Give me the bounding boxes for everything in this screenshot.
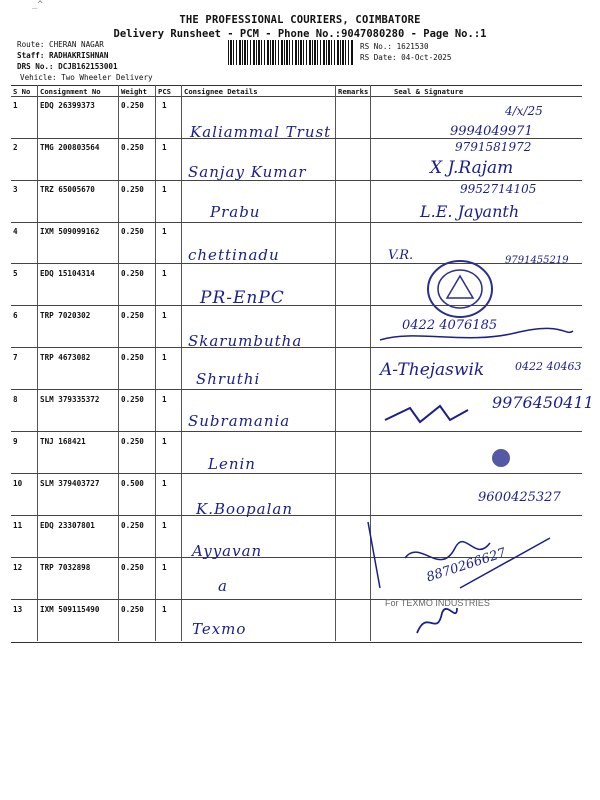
row-consignment-no: EDQ 23307801: [40, 521, 95, 530]
row-divider: [11, 222, 582, 223]
row-signature: A-Thejaswik: [380, 360, 485, 380]
drs-number: DRS No.: DCJB162153001: [17, 62, 118, 71]
row-divider: [11, 599, 582, 600]
row-weight: 0.500: [121, 479, 144, 488]
col-remarks: Remarks: [338, 87, 369, 96]
row-consignment-no: TMG 200803564: [40, 143, 100, 152]
vehicle-label: Vehicle: Two Wheeler Delivery: [20, 73, 153, 82]
row-sno: 5: [13, 269, 18, 278]
row-divider: [11, 515, 582, 516]
row-divider: [11, 389, 582, 390]
row-consignee: Lenin: [208, 455, 256, 473]
row-signature: V.R.: [388, 248, 414, 263]
row-pcs: 1: [162, 437, 167, 446]
row-signature: 8870266627: [424, 545, 509, 586]
row-consignee: chettinadu: [188, 246, 280, 264]
row-pcs: 1: [162, 353, 167, 362]
company-stamp: For TEXMO INDUSTRIES: [385, 598, 490, 608]
row-sno: 8: [13, 395, 18, 404]
signature-scribble: [380, 400, 470, 430]
row-divider: [11, 305, 582, 306]
seal-stamp: [425, 258, 495, 320]
row-consignee: Skarumbutha: [188, 332, 303, 350]
row-consignee: Subramania: [188, 412, 291, 430]
row-consignee: Shruthi: [196, 370, 261, 388]
row-pcs: 1: [162, 143, 167, 152]
row-note: 9976450411: [492, 393, 594, 412]
row-weight: 0.250: [121, 143, 144, 152]
row-sno: 6: [13, 311, 18, 320]
row-consignment-no: EDQ 26399373: [40, 101, 95, 110]
row-pcs: 1: [162, 227, 167, 236]
row-weight: 0.250: [121, 269, 144, 278]
row-sno: 3: [13, 185, 18, 194]
row-note: 9791455219: [505, 255, 569, 266]
row-consignee: Prabu: [210, 203, 261, 221]
row-consignment-no: EDQ 15104314: [40, 269, 95, 278]
row-consignee: Ayyavan: [192, 542, 263, 560]
row-weight: 0.250: [121, 227, 144, 236]
row-sno: 2: [13, 143, 18, 152]
row-sno: 7: [13, 353, 18, 362]
col-sno: S No: [13, 87, 31, 96]
signature-scribble: [412, 598, 462, 640]
row-pcs: 1: [162, 395, 167, 404]
row-consignee: Kaliammal Trust: [190, 123, 332, 141]
row-pcs: 1: [162, 563, 167, 572]
row-weight: 0.250: [121, 563, 144, 572]
row-pcs: 1: [162, 101, 167, 110]
row-consignment-no: TNJ 168421: [40, 437, 86, 446]
row-pcs: 1: [162, 269, 167, 278]
row-weight: 0.250: [121, 521, 144, 530]
row-consignee: Sanjay Kumar: [188, 163, 307, 181]
row-sno: 10: [13, 479, 23, 488]
row-weight: 0.250: [121, 101, 144, 110]
row-pcs: 1: [162, 311, 167, 320]
signature-scribble: [360, 518, 560, 593]
row-sno: 13: [13, 605, 23, 614]
row-divider: [11, 263, 582, 264]
row-consignment-no: SLM 379335372: [40, 395, 100, 404]
row-sno: 11: [13, 521, 23, 530]
signature-scribble: [375, 325, 575, 347]
barcode: [228, 40, 353, 65]
row-note: 4/x/25: [505, 104, 543, 118]
staff-label: Staff: RADHAKRISHNAN: [17, 51, 109, 60]
rs-date: RS Date: 04-Oct-2025: [360, 53, 452, 62]
row-consignee: K.Boopalan: [196, 500, 294, 518]
row-sno: 4: [13, 227, 18, 236]
row-weight: 0.250: [121, 185, 144, 194]
col-seal-signature: Seal & Signature: [394, 87, 464, 96]
row-signature: L.E. Jayanth: [420, 202, 520, 221]
row-consignment-no: TRZ 65005670: [40, 185, 95, 194]
row-note: 9791581972: [455, 140, 532, 154]
col-consignment: Consignment No: [40, 87, 101, 96]
rs-number: RS No.: 1621530: [360, 42, 429, 51]
row-weight: 0.250: [121, 353, 144, 362]
row-sno: 12: [13, 563, 23, 572]
row-consignee: PR-EnPC: [200, 288, 285, 308]
row-weight: 0.250: [121, 605, 144, 614]
row-pcs: 1: [162, 605, 167, 614]
row-pcs: 1: [162, 479, 167, 488]
row-consignment-no: IXM 509115490: [40, 605, 100, 614]
row-signature: 9600425327: [478, 490, 561, 505]
row-weight: 0.250: [121, 437, 144, 446]
row-divider: [11, 473, 582, 474]
row-consignment-no: IXM 509099162: [40, 227, 100, 236]
row-sno: 1: [13, 101, 18, 110]
row-consignment-no: TRP 7020302: [40, 311, 91, 320]
row-sno: 9: [13, 437, 18, 446]
row-consignment-no: SLM 379403727: [40, 479, 100, 488]
row-consignment-no: TRP 7032898: [40, 563, 91, 572]
row-pcs: 1: [162, 521, 167, 530]
row-divider: [11, 431, 582, 432]
ink-blot: [488, 445, 514, 471]
row-pcs: 1: [162, 185, 167, 194]
row-weight: 0.250: [121, 311, 144, 320]
corner-mark: _^: [32, 0, 43, 10]
col-weight: Weight: [121, 87, 147, 96]
route-label: Route: CHERAN NAGAR: [17, 40, 104, 49]
row-note: 0422 40463: [515, 360, 582, 373]
col-pcs: PCS: [158, 87, 171, 96]
row-note: 9952714105: [460, 182, 537, 196]
row-signature: X J.Rajam: [430, 158, 514, 178]
row-signature: 9994049971: [450, 124, 533, 139]
row-consignment-no: TRP 4673082: [40, 353, 91, 362]
row-consignee: Texmo: [192, 620, 247, 638]
col-consignee: Consignee Details: [184, 87, 258, 96]
runsheet-subtitle: Delivery Runsheet - PCM - Phone No.:9047080280 - Page No.:1: [113, 28, 487, 40]
row-weight: 0.250: [121, 395, 144, 404]
company-title: THE PROFESSIONAL COURIERS, COIMBATORE: [179, 14, 421, 26]
header-row-divider: [11, 96, 582, 97]
row-consignee: a: [218, 577, 228, 595]
row-note: 0422 4076185: [402, 318, 498, 333]
